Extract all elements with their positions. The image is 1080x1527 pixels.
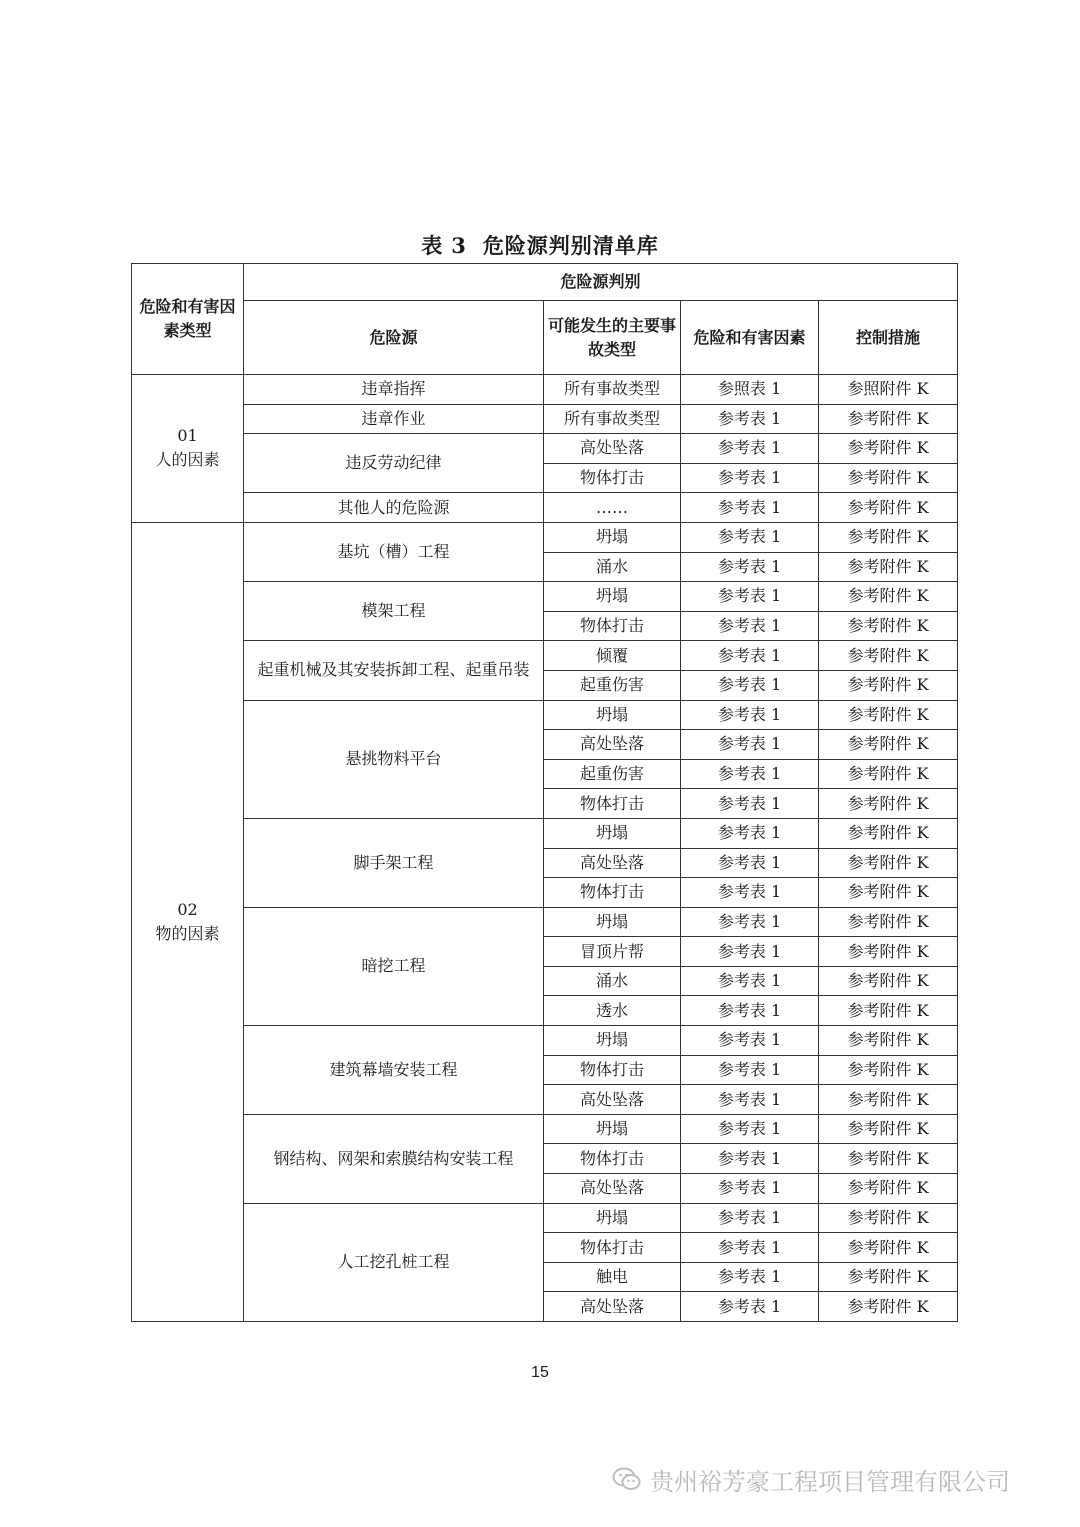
control-measure-cell: 参考附件 K <box>819 700 958 730</box>
table-row <box>132 375 958 405</box>
header-category: 危险和有害因素类型 <box>132 264 244 375</box>
hazard-factor-cell: 参考表 1 <box>681 1292 819 1322</box>
control-measure-cell: 参考附件 K <box>819 1144 958 1174</box>
accident-type-cell: 物体打击 <box>544 1055 681 1085</box>
hazard-factor-cell: 参考表 1 <box>681 1233 819 1263</box>
accident-type-cell: 物体打击 <box>544 1144 681 1174</box>
risk-table-body <box>132 375 958 1322</box>
header-control: 控制措施 <box>819 301 958 375</box>
table-row <box>132 493 958 523</box>
accident-type-cell: 高处坠落 <box>544 1085 681 1115</box>
header-group: 危险源判别 <box>244 264 958 301</box>
table-title-number: 3 <box>451 233 467 258</box>
accident-type-cell: 坍塌 <box>544 1114 681 1144</box>
accident-type-cell: 透水 <box>544 996 681 1026</box>
control-measure-cell: 参考附件 K <box>819 1114 958 1144</box>
control-measure-cell: 参考附件 K <box>819 1055 958 1085</box>
hazard-factor-cell: 参考表 1 <box>681 670 819 700</box>
hazard-factor-cell: 参考表 1 <box>681 582 819 612</box>
table-title <box>0 230 1080 260</box>
control-measure-cell: 参考附件 K <box>819 848 958 878</box>
control-measure-cell: 参考附件 K <box>819 759 958 789</box>
watermark-text: 贵州裕芳豪工程项目管理有限公司 <box>650 1467 1010 1496</box>
control-measure-cell: 参考附件 K <box>819 789 958 819</box>
hazard-source-cell: 模架工程 <box>244 582 544 641</box>
hazard-factor-cell: 参考表 1 <box>681 1174 819 1204</box>
table-row <box>132 700 958 730</box>
accident-type-cell: 坍塌 <box>544 1026 681 1056</box>
header-factor: 危险和有害因素 <box>681 301 819 375</box>
hazard-factor-cell: 参考表 1 <box>681 996 819 1026</box>
control-measure-cell: 参考附件 K <box>819 878 958 908</box>
table-title-prefix: 表 <box>421 233 444 258</box>
hazard-factor-cell: 参考表 1 <box>681 818 819 848</box>
hazard-source-cell: 违章指挥 <box>244 375 544 405</box>
hazard-factor-cell: 参考表 1 <box>681 463 819 493</box>
table-row <box>132 1114 958 1144</box>
control-measure-cell: 参考附件 K <box>819 1292 958 1322</box>
table-row <box>132 818 958 848</box>
hazard-factor-cell: 参考表 1 <box>681 1144 819 1174</box>
category-cell <box>132 522 244 1321</box>
control-measure-cell: 参考附件 K <box>819 1233 958 1263</box>
control-measure-cell: 参考附件 K <box>819 1026 958 1056</box>
control-measure-cell: 参考附件 K <box>819 434 958 464</box>
hazard-factor-cell: 参考表 1 <box>681 937 819 967</box>
control-measure-cell: 参考附件 K <box>819 818 958 848</box>
control-measure-cell: 参考附件 K <box>819 1262 958 1292</box>
hazard-factor-cell: 参考表 1 <box>681 1026 819 1056</box>
hazard-factor-cell: 参照表 1 <box>681 375 819 405</box>
hazard-source-cell: 人工挖孔桩工程 <box>244 1203 544 1321</box>
accident-type-cell: 冒顶片帮 <box>544 937 681 967</box>
hazard-source-cell: 悬挑物料平台 <box>244 700 544 818</box>
hazard-factor-cell: 参考表 1 <box>681 1203 819 1233</box>
hazard-source-cell: 暗挖工程 <box>244 907 544 1025</box>
hazard-factor-cell: 参考表 1 <box>681 552 819 582</box>
table-row <box>132 582 958 612</box>
category-code: 01 <box>177 426 198 446</box>
accident-type-cell: 涌水 <box>544 552 681 582</box>
accident-type-cell: 起重伤害 <box>544 670 681 700</box>
control-measure-cell: 参考附件 K <box>819 522 958 552</box>
hazard-factor-cell: 参考表 1 <box>681 789 819 819</box>
accident-type-cell: 高处坠落 <box>544 848 681 878</box>
accident-type-cell: 物体打击 <box>544 878 681 908</box>
hazard-factor-cell: 参考表 1 <box>681 730 819 760</box>
hazard-factor-cell: 参考表 1 <box>681 700 819 730</box>
control-measure-cell: 参考附件 K <box>819 493 958 523</box>
hazard-factor-cell: 参考表 1 <box>681 1055 819 1085</box>
accident-type-cell: 坍塌 <box>544 1203 681 1233</box>
accident-type-cell: 高处坠落 <box>544 1292 681 1322</box>
accident-type-cell: 倾覆 <box>544 641 681 671</box>
header-accident: 可能发生的主要事故类型 <box>544 301 681 375</box>
control-measure-cell: 参考附件 K <box>819 641 958 671</box>
accident-type-cell: 物体打击 <box>544 789 681 819</box>
hazard-factor-cell: 参考表 1 <box>681 878 819 908</box>
category-name: 人的因素 <box>155 450 220 470</box>
accident-type-cell: 所有事故类型 <box>544 375 681 405</box>
category-name: 物的因素 <box>155 923 220 943</box>
hazard-factor-cell: 参考表 1 <box>681 404 819 434</box>
hazard-source-cell: 钢结构、网架和索膜结构安装工程 <box>244 1114 544 1203</box>
control-measure-cell: 参考附件 K <box>819 937 958 967</box>
accident-type-cell: 涌水 <box>544 966 681 996</box>
control-measure-cell: 参考附件 K <box>819 611 958 641</box>
control-measure-cell: 参考附件 K <box>819 1203 958 1233</box>
hazard-source-cell: 基坑（槽）工程 <box>244 522 544 581</box>
control-measure-cell: 参考附件 K <box>819 730 958 760</box>
accident-type-cell: 物体打击 <box>544 611 681 641</box>
hazard-source-cell: 其他人的危险源 <box>244 493 544 523</box>
control-measure-cell: 参考附件 K <box>819 404 958 434</box>
hazard-factor-cell: 参考表 1 <box>681 434 819 464</box>
hazard-factor-cell: 参考表 1 <box>681 1114 819 1144</box>
table-row <box>132 434 958 464</box>
wechat-icon <box>612 1466 642 1492</box>
table-row <box>132 1203 958 1233</box>
hazard-factor-cell: 参考表 1 <box>681 1085 819 1115</box>
hazard-factor-cell: 参考表 1 <box>681 641 819 671</box>
table-title-text: 危险源判别清单库 <box>482 233 659 258</box>
hazard-factor-cell: 参考表 1 <box>681 759 819 789</box>
accident-type-cell: 坍塌 <box>544 818 681 848</box>
table-row <box>132 522 958 552</box>
control-measure-cell: 参考附件 K <box>819 996 958 1026</box>
table-row <box>132 641 958 671</box>
hazard-factor-cell: 参考表 1 <box>681 848 819 878</box>
hazard-source-cell: 违章作业 <box>244 404 544 434</box>
hazard-factor-cell: 参考表 1 <box>681 522 819 552</box>
table-row <box>132 404 958 434</box>
risk-table-container <box>131 263 957 1322</box>
control-measure-cell: 参考附件 K <box>819 552 958 582</box>
category-cell <box>132 375 244 523</box>
control-measure-cell: 参考附件 K <box>819 670 958 700</box>
hazard-source-cell: 脚手架工程 <box>244 818 544 907</box>
accident-type-cell: 高处坠落 <box>544 434 681 464</box>
accident-type-cell: 坍塌 <box>544 522 681 552</box>
accident-type-cell: 起重伤害 <box>544 759 681 789</box>
control-measure-cell: 参考附件 K <box>819 1085 958 1115</box>
watermark <box>612 1463 1010 1495</box>
table-row <box>132 1026 958 1056</box>
hazard-source-cell: 起重机械及其安装拆卸工程、起重吊装 <box>244 641 544 700</box>
control-measure-cell: 参照附件 K <box>819 375 958 405</box>
accident-type-cell: 所有事故类型 <box>544 404 681 434</box>
accident-type-cell: 坍塌 <box>544 582 681 612</box>
category-code: 02 <box>177 899 198 919</box>
control-measure-cell: 参考附件 K <box>819 966 958 996</box>
control-measure-cell: 参考附件 K <box>819 1174 958 1204</box>
accident-type-cell: 触电 <box>544 1262 681 1292</box>
control-measure-cell: 参考附件 K <box>819 463 958 493</box>
hazard-source-cell: 违反劳动纪律 <box>244 434 544 493</box>
hazard-factor-cell: 参考表 1 <box>681 611 819 641</box>
page-number: 15 <box>531 1364 549 1381</box>
control-measure-cell: 参考附件 K <box>819 907 958 937</box>
hazard-factor-cell: 参考表 1 <box>681 493 819 523</box>
risk-table <box>131 263 958 1322</box>
accident-type-cell: 坍塌 <box>544 700 681 730</box>
hazard-factor-cell: 参考表 1 <box>681 966 819 996</box>
control-measure-cell: 参考附件 K <box>819 582 958 612</box>
accident-type-cell: 高处坠落 <box>544 730 681 760</box>
accident-type-cell: 物体打击 <box>544 1233 681 1263</box>
accident-type-cell: …… <box>544 493 681 523</box>
hazard-source-cell: 建筑幕墙安装工程 <box>244 1026 544 1115</box>
header-source: 危险源 <box>244 301 544 375</box>
accident-type-cell: 坍塌 <box>544 907 681 937</box>
table-row <box>132 907 958 937</box>
accident-type-cell: 物体打击 <box>544 463 681 493</box>
accident-type-cell: 高处坠落 <box>544 1174 681 1204</box>
hazard-factor-cell: 参考表 1 <box>681 907 819 937</box>
hazard-factor-cell: 参考表 1 <box>681 1262 819 1292</box>
